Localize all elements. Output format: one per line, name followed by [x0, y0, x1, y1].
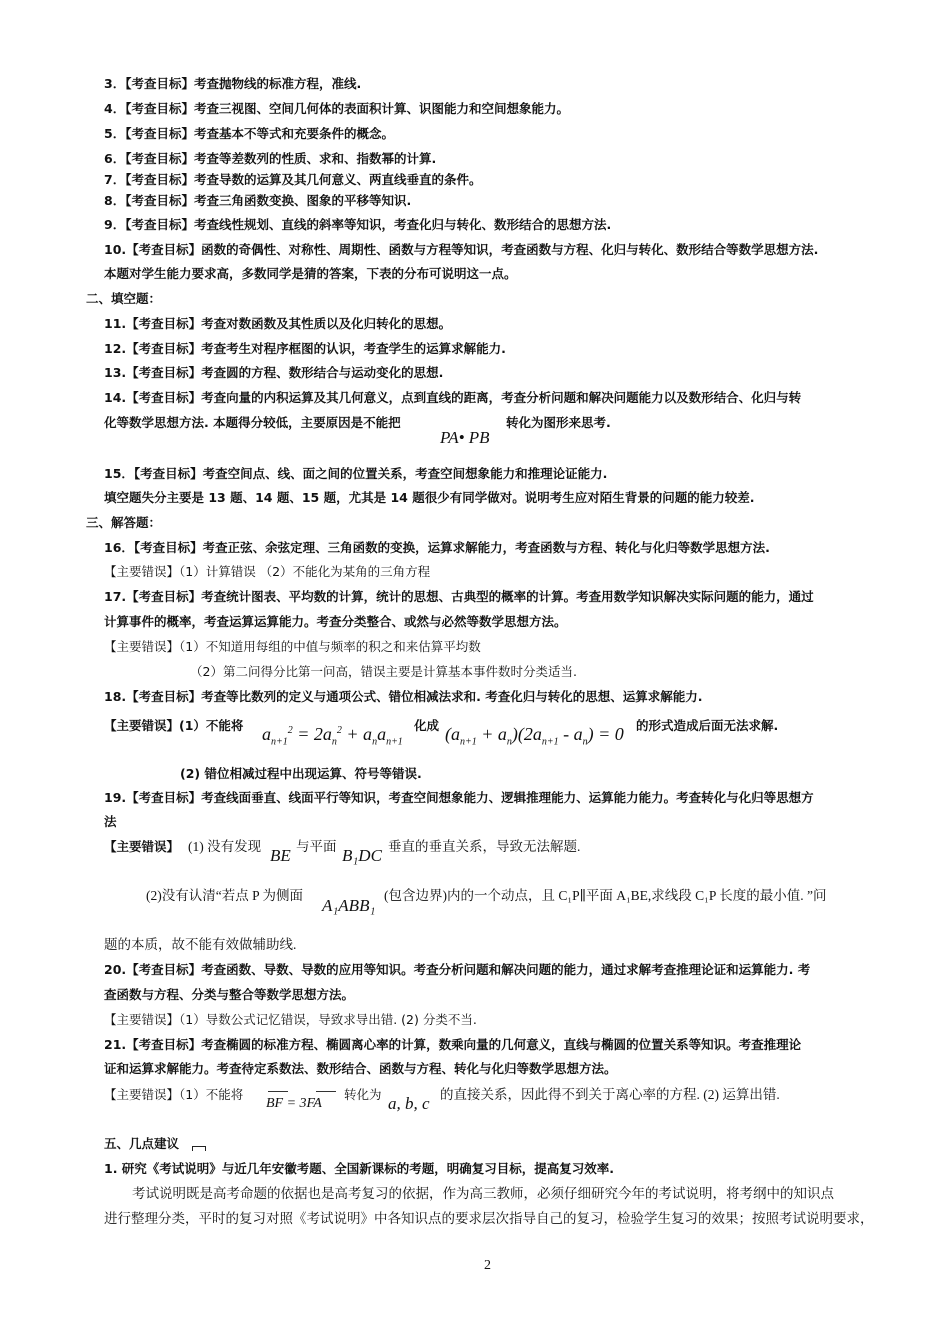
item-20-line1: 20.【考查目标】考查函数、导数、导数的应用等知识。考查分析问题和解决问题的能力，通过求解考查推理论证和运算能力. 考 [104, 962, 811, 977]
section-fill-in: 二、填空题： [86, 291, 162, 306]
item-6: 6．【考查目标】考查等差数列的性质、求和、指数幂的计算. [104, 151, 437, 166]
item-10-line2: 本题对学生能力要求高，多数同学是猜的答案，下表的分布可说明这一点。 [104, 266, 517, 281]
formula-a1abb1: A₁ABB₁ [322, 896, 376, 915]
item-17-errors-1: 【主要错误】（1）不知道用每组的中值与频率的积之和来估算平均数 [104, 639, 481, 654]
item-16-errors: 【主要错误】（1）计算错误 （2）不能化为某角的三角方程 [104, 564, 431, 579]
item-18-errors-1: 【主要错误】(1）不能将 [104, 718, 244, 733]
vector-bar-bf [268, 1091, 288, 1092]
item-19-errors-1: (1) 没有发现 [188, 839, 262, 854]
item-18-errors-2: (2) 错位相减过程中出现运算、符号等错误. [180, 766, 422, 781]
page-number: 2 [484, 1258, 491, 1273]
item-14-line1: 14.【考查目标】考查向量的内积运算及其几何意义，点到直线的距离，考查分析问题和解决问题能力以及数形结合、化归与转 [104, 390, 802, 405]
paragraph-line2: 进行整理分类，平时的复习对照《考试说明》中各知识点的要求层次指导自己的复习，检验学生复习的效果；按照考试说明要求， [104, 1211, 874, 1226]
item-8: 8．【考查目标】考查三角函数变换、图象的平移等知识. [104, 193, 412, 208]
item-13: 13.【考查目标】考查圆的方程、数形结合与运动变化的思想. [104, 365, 444, 380]
section-solutions: 三、解答题： [86, 515, 162, 530]
suggestion-1: 1. 研究《考试说明》与近几年安徽考题、全国新课标的考题，明确复习目标，提高复习效率. [104, 1161, 615, 1176]
fill-in-summary: 填空题失分主要是 13 题、14 题、15 题，尤其是 14 题很少有同学做对。说明考生应对陌生背景的问题的能力较差. [104, 490, 755, 505]
formula-factored: $(a_{n+1} + a_n)(2a_{n+1} - a_n) = 0$ [445, 724, 624, 748]
formula-pa-pb: PA• PB [440, 428, 490, 447]
item-19-line2: 法 [104, 814, 117, 829]
item-5: 5．【考查目标】考查基本不等式和充要条件的概念。 [104, 126, 394, 141]
item-21-errors-b: 转化为 [344, 1087, 382, 1102]
item-14-line2: 化等数学思想方法. 本题得分较低，主要原因是不能把 [104, 415, 401, 430]
item-17-errors-2: （2）第二问得分比第一问高，错误主要是计算基本事件数时分类适当. [190, 664, 577, 679]
item-21-errors: 【主要错误】（1）不能将 [104, 1087, 244, 1102]
bracket-mark [192, 1146, 206, 1151]
item-17-line1: 17.【考查目标】考查统计图表、平均数的计算，统计的思想、古典型的概率的计算。考查用数学知识解决实际问题的能力，通过 [104, 589, 814, 604]
item-19-line1: 19.【考查目标】考查线面垂直、线面平行等知识，考查空间想象能力、逻辑推理能力、运算能力能力。考查转化与化归等思想方 [104, 790, 814, 805]
formula-be: BE [270, 846, 291, 865]
item-9: 9．【考查目标】考查线性规划、直线的斜率等知识，考查化归与转化、数形结合的思想方法. [104, 217, 612, 232]
item-15: 15．【考查目标】考查空间点、线、面之间的位置关系，考查空间想象能力和推理论证能力. [104, 466, 608, 481]
item-19-errors-2: (2)没有认清“若点 P 为侧面 [146, 888, 303, 903]
formula-b1dc: B₁DC [342, 846, 382, 865]
paragraph-line1: 考试说明既是高考命题的依据也是高考复习的依据，作为高三教师，必须仔细研究今年的考试说明，将考纲中的知识点 [132, 1186, 834, 1201]
item-19-errors-3: 题的本质，故不能有效做辅助线. [104, 937, 297, 952]
item-17-line2: 计算事件的概率，考查运算运算能力。考查分类整合、或然与必然等数学思想方法。 [104, 614, 567, 629]
item-18-errors-end: 的形式造成后面无法求解. [636, 718, 779, 733]
item-16: 16．【考查目标】考查正弦、余弦定理、三角函数的变换，运算求解能力，考查函数与方程、转化与化归等数学思想方法. [104, 540, 770, 555]
item-19-errors-1c: 垂直的垂直关系，导致无法解题. [388, 839, 581, 854]
item-3: 3．【考查目标】考查抛物线的标准方程，准线. [104, 76, 362, 91]
item-4: 4．【考查目标】考查三视图、空间几何体的表面积计算、识图能力和空间想象能力。 [104, 101, 569, 116]
item-21-line1: 21.【考查目标】考查椭圆的标准方程、椭圆离心率的计算，数乘向量的几何意义，直线与椭圆的位置关系等知识。考查推理论 [104, 1037, 802, 1052]
item-18-errors-mid: 化成 [414, 718, 440, 733]
section-suggestions: 五、几点建议 [104, 1136, 180, 1151]
vector-bar-fa [316, 1091, 336, 1092]
item-10-line1: 10.【考查目标】函数的奇偶性、对称性、周期性、函数与方程等知识，考查函数与方程、化归与转化、数形结合等数学思想方法. [104, 242, 819, 257]
item-11: 11.【考查目标】考查对数函数及其性质以及化归转化的思想。 [104, 316, 452, 331]
item-7: 7．【考查目标】考查导数的运算及其几何意义、两直线垂直的条件。 [104, 172, 482, 187]
item-21-errors-c: 的直接关系，因此得不到关于离心率的方程. (2) 运算出错. [440, 1087, 780, 1102]
item-21-line2: 证和运算求解能力。考查待定系数法、数形结合、函数与方程、转化与化归等数学思想方法。 [104, 1061, 617, 1076]
item-14-line2-end: 转化为图形来思考. [506, 415, 611, 430]
item-19-errors-1b: 与平面 [296, 839, 337, 854]
formula-abc: a, b, c [388, 1094, 430, 1113]
item-12: 12.【考查目标】考查考生对程序框图的认识，考查学生的运算求解能力. [104, 341, 506, 356]
item-20-errors: 【主要错误】（1）导数公式记忆错误，导致求导出错. (2) 分类不当. [104, 1012, 477, 1027]
item-18: 18.【考查目标】考查等比数列的定义与通项公式、错位相减法求和. 考查化归与转化的思想、运算求解能力. [104, 689, 703, 704]
formula-bf-3fa: BF = 3FA [266, 1096, 322, 1111]
item-19-errors-2b: (包含边界)内的一个动点，且 C₁P∥平面 A₁BE,求线段 C₁P 长度的最小值. ”问 [384, 888, 827, 903]
item-20-line2: 查函数与方程、分类与整合等数学思想方法。 [104, 987, 355, 1002]
formula-recurrence: $a_{n+1}^2 = 2a_n^2 + a_na_{n+1}$ [262, 724, 403, 748]
item-19-errors-label: 【主要错误】 [104, 839, 180, 854]
